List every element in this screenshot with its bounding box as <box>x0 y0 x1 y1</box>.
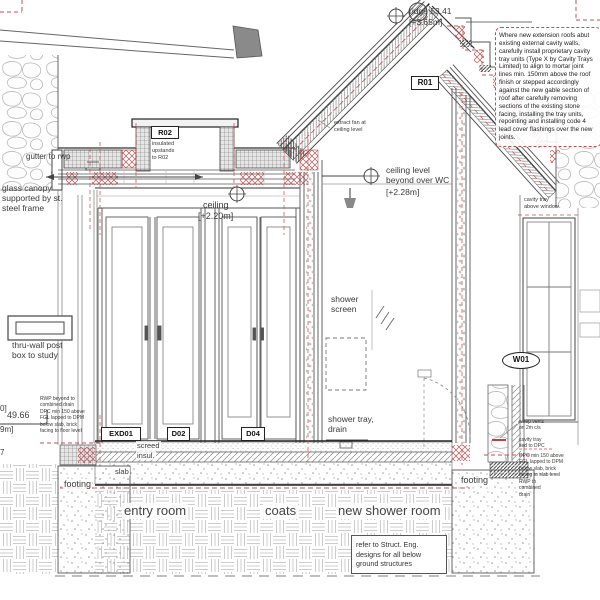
tag-w01: W01 <box>502 352 540 369</box>
slab-label: slab <box>115 467 129 476</box>
footing-left-label: footing <box>64 479 92 489</box>
room-label-entry: entry room <box>124 503 187 518</box>
existing-left-wall <box>0 26 262 445</box>
rwp-right-note: RWP to combined drain <box>519 479 541 498</box>
revision-cloud-fragments <box>0 0 600 20</box>
ceiling-wc-label: ceiling level beyond over WC <box>386 165 450 186</box>
screed-label: screed <box>137 441 160 450</box>
dpc-left-note: DPC min 150 above FGL lapped to DPM below slab, brick facing to floor level <box>40 409 85 434</box>
level-value: 49.66 <box>7 410 30 420</box>
middle-wall <box>300 150 322 443</box>
ridge-level-label: ridge 53.41 <box>409 6 452 16</box>
room-label-coats: coats <box>265 503 297 518</box>
gutter-note: gutter to rwp <box>26 152 71 161</box>
insulation-label: insul. <box>137 451 155 460</box>
tag-d04: D04 <box>241 427 265 441</box>
room-label-shower: new shower room <box>338 503 441 518</box>
ridge-level-offset: [+3.65m] <box>409 17 443 27</box>
ceiling-wc-offset: [+2.28m] <box>386 187 420 197</box>
roof-upstands-note: insulated upstands to R02 <box>152 141 175 161</box>
shower-tray-note: shower tray, drain <box>328 414 374 435</box>
ceiling-level-offset: [+2.20m] <box>198 211 234 221</box>
cavity-tray-dpc-note: cavity tray tied to DPC <box>519 437 545 450</box>
level-fragment-top: 0] <box>0 404 7 413</box>
footing-right-label: footing <box>461 475 489 485</box>
post-box-note: thru-wall post box to study <box>12 340 63 361</box>
tag-d02: D02 <box>167 427 190 441</box>
dpc-right-note: DPC min 150 above FGL lapped to DPM below slab, brick facing to slab level <box>519 453 564 478</box>
door-units <box>97 196 300 443</box>
weep-vents-note: weep vents on 2m c/s <box>519 419 545 432</box>
rwp-left-note: RWP beyond to combined drain <box>40 396 75 409</box>
shower-right-wall <box>452 88 470 461</box>
extract-fan-note: extract fan at ceiling level <box>334 120 366 133</box>
ceiling-level-label: ceiling <box>203 200 229 210</box>
tag-r01: R01 <box>411 76 439 90</box>
shower-screen-note: shower screen <box>331 294 359 315</box>
level-fragment-offset: 9m] <box>0 425 14 434</box>
level-fragment-lower: 7 <box>0 448 5 457</box>
glass-canopy-note: glass canopy supported by st. steel frame <box>2 183 63 214</box>
tag-r02: R02 <box>151 126 179 139</box>
revision-cloud-note: Where new extension roofs abut existing external cavity walls, carefully install proprietary cavity tray units (Type X by Cavity Trays Limited) to align to mortar joint lines min. 150mm above the roof finish or stepped accordingly against the new gable section of roof after carefully removing sections of the existing stone facing, installing the tray units, repointing and installing code 4 lead cover flashings over the new joints. <box>495 27 600 147</box>
tag-exd01: EXD01 <box>101 427 141 441</box>
cavity-tray-window-note: cavity tray above window <box>524 197 559 210</box>
struct-eng-note: refer to Struct. Eng. designs for all below ground structures <box>351 535 447 574</box>
